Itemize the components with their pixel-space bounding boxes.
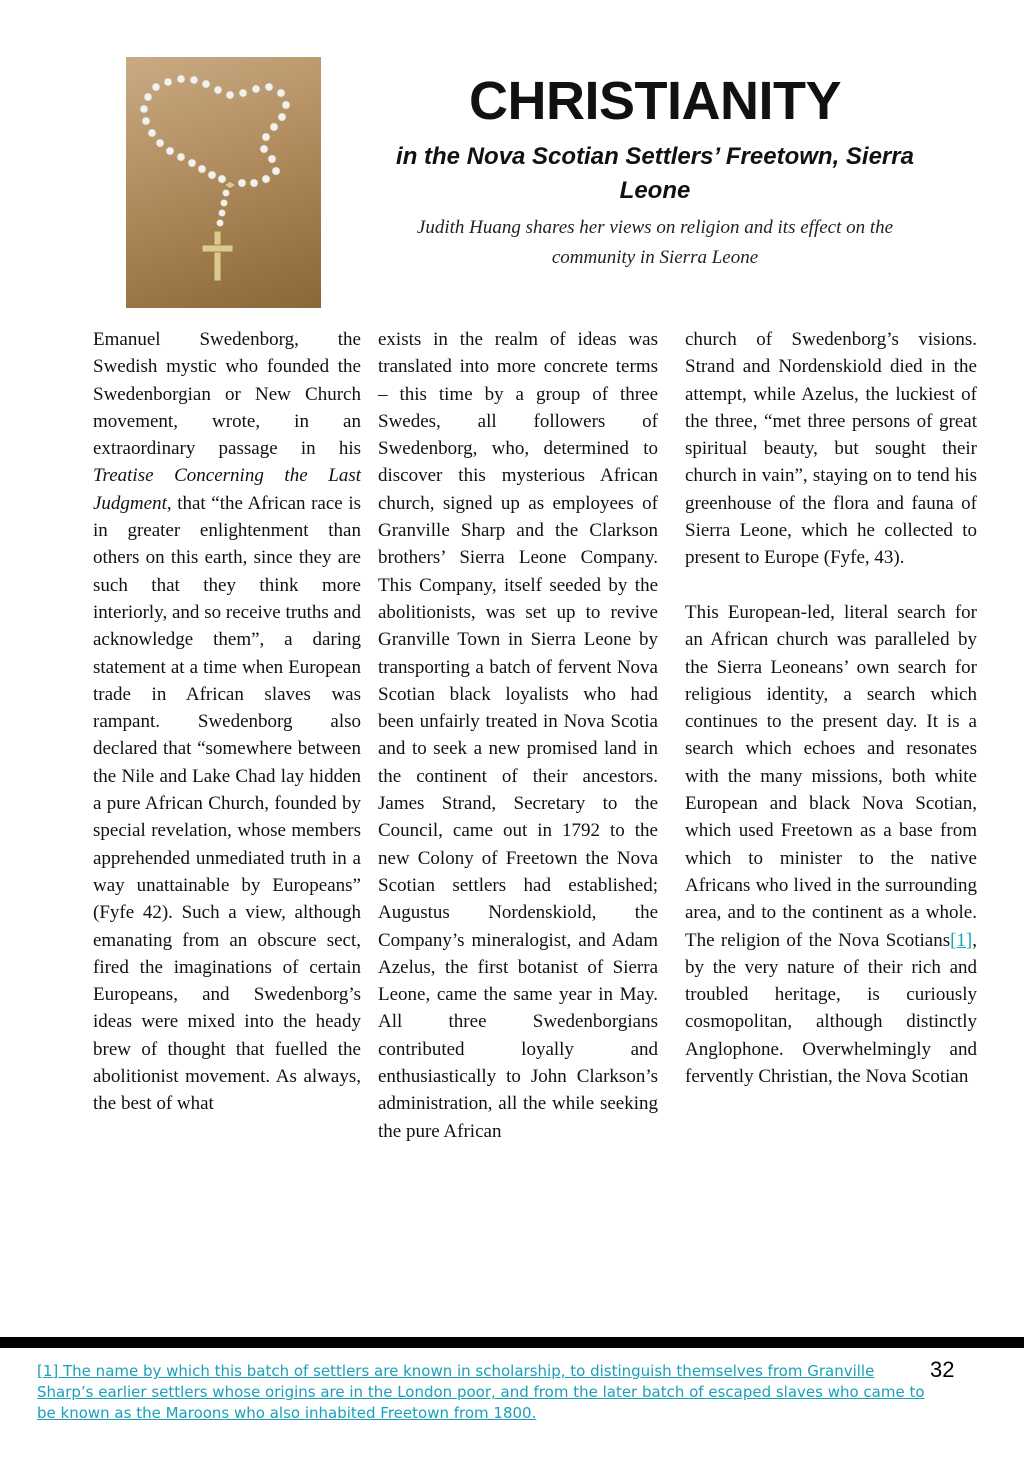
column-1-text-start: Emanuel Swedenborg, the Swedish mystic who founded the Swedenborgian or New Church movement, wrote, in an extraordinary passage in his [93,329,361,460]
text-column-3 [685,326,977,1090]
footnote-link[interactable]: [1] The name by which this batch of settlers are known in scholarship, to distinguish themselves from Granville Sharp’s earlier settlers whose origins are in the London poor, and from the later batch of escaped slaves who came to be known as the Maroons who also inhabited Freetown from 1800. [37,1362,925,1422]
column-2-paragraph: exists in the realm of ideas was translated into more concrete terms – this time by a group of three Swedes, all followers of Swedenborg, who, determined to discover this mysterious African church, signed up as employees of Granville Sharp and the Clarkson brothers’ Sierra Leone Company. This Company, itself seeded by the abolitionists, was set up to revive Granville Town in Sierra Leone by transporting a batch of fervent Nova Scotian black loyalists who had been unfairly treated in Nova Scotia and to seek a new promised land in the continent of their ancestors. James Strand, Secretary to the Council, came out in 1792 to the new Colony of Freetown the Nova Scotian settlers had established; Augustus Nordenskiold, the Company’s mineralogist, and Adam Azelus, the first botanist of Sierra Leone, came the same year in May. All three Swedenborgians contributed loyally and enthusiastically to John Clarkson’s administration, all the while seeking the pure African [378,329,658,1142]
column-1-paragraph [93,326,361,1118]
column-3-paragraph-1: church of Swedenborg’s visions. Strand and Nordenskiold died in the attempt, while Azelus, the luckiest of the three, “met three persons of great spiritual beauty, but sought their church in vain”, staying on to tend his greenhouse of the flora and fauna of Sierra Leone, which he collected to present to Europe (Fyfe, 43). [685,329,977,569]
book-title: Treatise Concerning the Last Judgment [93,465,361,514]
column-3-text-start: This European-led, literal search for an African church was paralleled by the Sierra Leoneans’ own search for religious identity, a search which continues to the present day. It is a search which echoes and resonates with the many missions, both white European and black Nova Scotian, which used Freetown as a base from which to minister to the native Africans who lived in the surrounding area, and to the continent as a whole. The religion of the Nova Scotians [685,601,977,951]
text-column-2 [378,326,658,1145]
page-number: 32 [930,1357,955,1382]
page-subtitle: in the Nova Scotian Settlers’ Freetown, Sierra Leone [396,143,914,204]
rosary-photo [126,57,321,308]
author-byline: Judith Huang shares her views on religion and its effect on the community in Sierra Leone [416,217,894,268]
column-1-text-end: , that “the African race is in greater enlightenment than others on this earth, since they are such that they think more interiorly, and so receive truths and acknowledge them”, a daring statement at a time when European trade in African slaves was rampant. Swedenborg also declared that “somewhere between the Nile and Lake Chad lay hidden a pure African Church, founded by special revelation, whose members apprehended unmediated truth in a way unattainable by Europeans” (Fyfe 42). Such a view, although emanating from an obscure sect, fired the imaginations of certain Europeans, and Swedenborg’s ideas were mixed into the heady brew of thought that fuelled the abolitionist movement. As always, the best of what [93,492,361,1115]
column-3-text-end: , by the very nature of their rich and troubled heritage, is curiously cosmopolitan, although distinctly Anglophone. Overwhelmingly and fervently Christian, the Nova Scotian [685,929,977,1088]
rosary-icon [126,57,321,308]
footer-divider [0,1337,1024,1348]
text-column-1 [93,326,361,1118]
column-3-paragraph-2 [685,599,977,1090]
page-title: CHRISTIANITY [469,71,841,131]
footnote-ref-link[interactable]: [1] [950,929,973,951]
